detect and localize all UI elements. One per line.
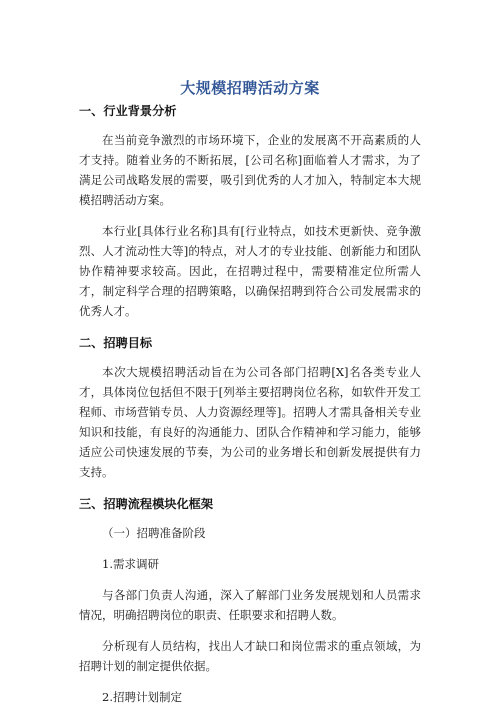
paragraph: 本行业[具体行业名称]具有[行业特点，如技术更新快、竞争激烈、人才流动性大等]的特点，对人才的专业技能、创新能力和团队协作精神要求较高。因此，在招聘过程中，需要精准定位所需人才，制定科学合理的招聘策略，以确保招聘到符合公司发展需求的优秀人才。 xyxy=(79,224,421,318)
section-heading-recruitment-goals: 二、招聘目标 xyxy=(79,336,153,350)
section-heading-industry-background: 一、行业背景分析 xyxy=(79,104,177,118)
paragraph: 本次大规模招聘活动旨在为公司各部门招聘[X]名各类专业人才，具体岗位包括但不限于[列举主要招聘岗位名称，如软件开发工程师、市场营销专员、人力资源经理等]。招聘人才需具备相关专业知识和技能，有良好的沟通能力、团队合作精神和学习能力，能够适应公司快速发展的节奏，为公司的业务增长和创新发展提供有力支持。 xyxy=(79,365,421,479)
item-heading-recruitment-plan: 2.招聘计划制定 xyxy=(102,690,182,704)
section-heading-recruitment-process: 三、招聘流程模块化框架 xyxy=(79,497,214,511)
item-heading-needs-survey: 1.需求调研 xyxy=(102,557,159,571)
paragraph: 分析现有人员结构，找出人才缺口和岗位需求的重点领域，为招聘计划的制定提供依据。 xyxy=(79,639,421,673)
paragraph: 在当前竞争激烈的市场环境下，企业的发展离不开高素质的人才支持。随着业务的不断拓展，[公司名称]面临着人才需求，为了满足公司战略发展的需要，吸引到优秀的人才加入，特制定本大规模招聘活动方案。 xyxy=(79,133,421,207)
stage-heading-preparation: （一）招聘准备阶段 xyxy=(102,526,206,540)
document-title: 大规模招聘活动方案 xyxy=(180,79,320,97)
paragraph: 与各部门负责人沟通，深入了解部门业务发展规划和人员需求情况，明确招聘岗位的职责、任职要求和招聘人数。 xyxy=(79,588,421,622)
